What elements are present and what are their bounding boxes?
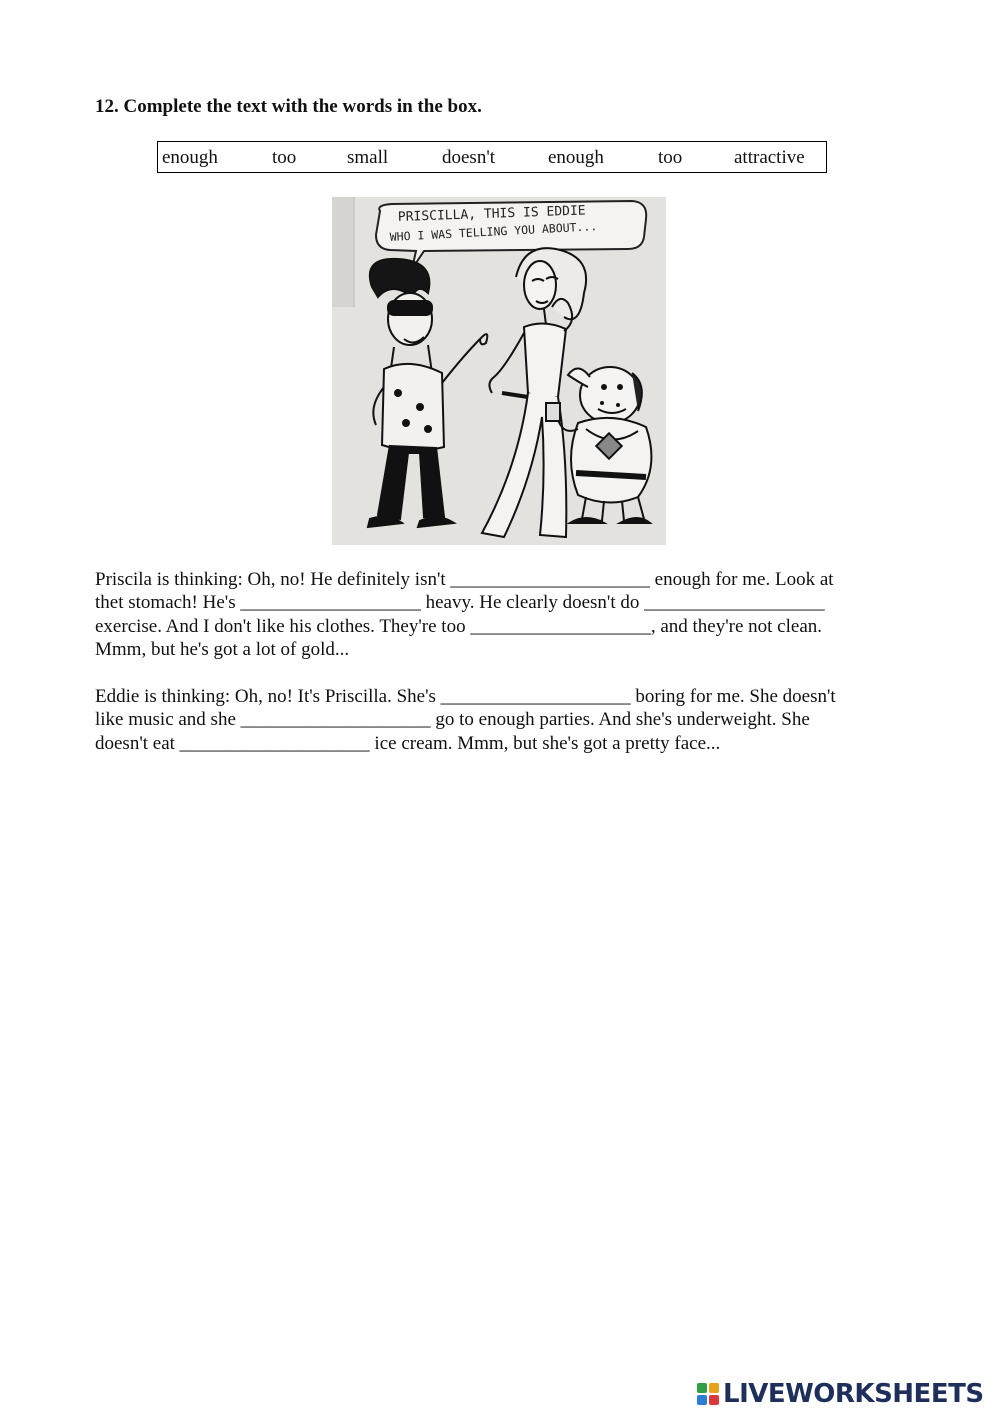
word-box-item: too <box>658 147 683 168</box>
liveworksheets-logo-icon <box>697 1383 719 1405</box>
word-box-item: small <box>347 147 389 168</box>
word-box-item: doesn't <box>442 147 496 168</box>
cartoon-illustration <box>332 197 666 545</box>
paragraph-line: exercise. And I don't like his clothes. They're too ___________________, and they're not clean. <box>95 615 823 637</box>
logo-square <box>697 1383 707 1393</box>
logo-text: LIVEWORKSHEETS <box>723 1379 984 1409</box>
word-box-item: enough <box>162 147 218 168</box>
paragraph-line: Mmm, but he's got a lot of gold... <box>95 638 350 660</box>
word-box-item: enough <box>548 147 604 168</box>
paragraph-eddie <box>95 685 895 755</box>
word-box <box>157 141 827 173</box>
paragraph-line: like music and she ____________________ go to enough parties. And she's underweight. She <box>95 709 810 731</box>
exercise-heading: 12. Complete the text with the words in the box. <box>95 96 482 117</box>
speech-bubble-line1: PRISCILLA, THIS IS EDDIE <box>397 203 586 225</box>
paragraph-line: thet stomach! He's ___________________ heavy. He clearly doesn't do ___________________ <box>95 592 825 614</box>
paragraph-line: Eddie is thinking: Oh, no! It's Priscilla. She's ____________________ boring for me. She doesn't <box>95 686 836 707</box>
paragraph-priscila <box>95 568 895 661</box>
paragraph-line: doesn't eat ____________________ ice cream. Mmm, but she's got a pretty face... <box>95 732 721 754</box>
liveworksheets-logo <box>697 1378 984 1410</box>
logo-square <box>709 1383 719 1393</box>
paragraph-line: Priscila is thinking: Oh, no! He definitely isn't _____________________ enough for me. Look at <box>95 569 834 590</box>
speech-bubble-line2: WHO I WAS TELLING YOU ABOUT... <box>389 219 598 244</box>
logo-square <box>697 1395 707 1405</box>
word-box-item: too <box>272 147 297 168</box>
word-box-item: attractive <box>734 147 805 168</box>
logo-square <box>709 1395 719 1405</box>
